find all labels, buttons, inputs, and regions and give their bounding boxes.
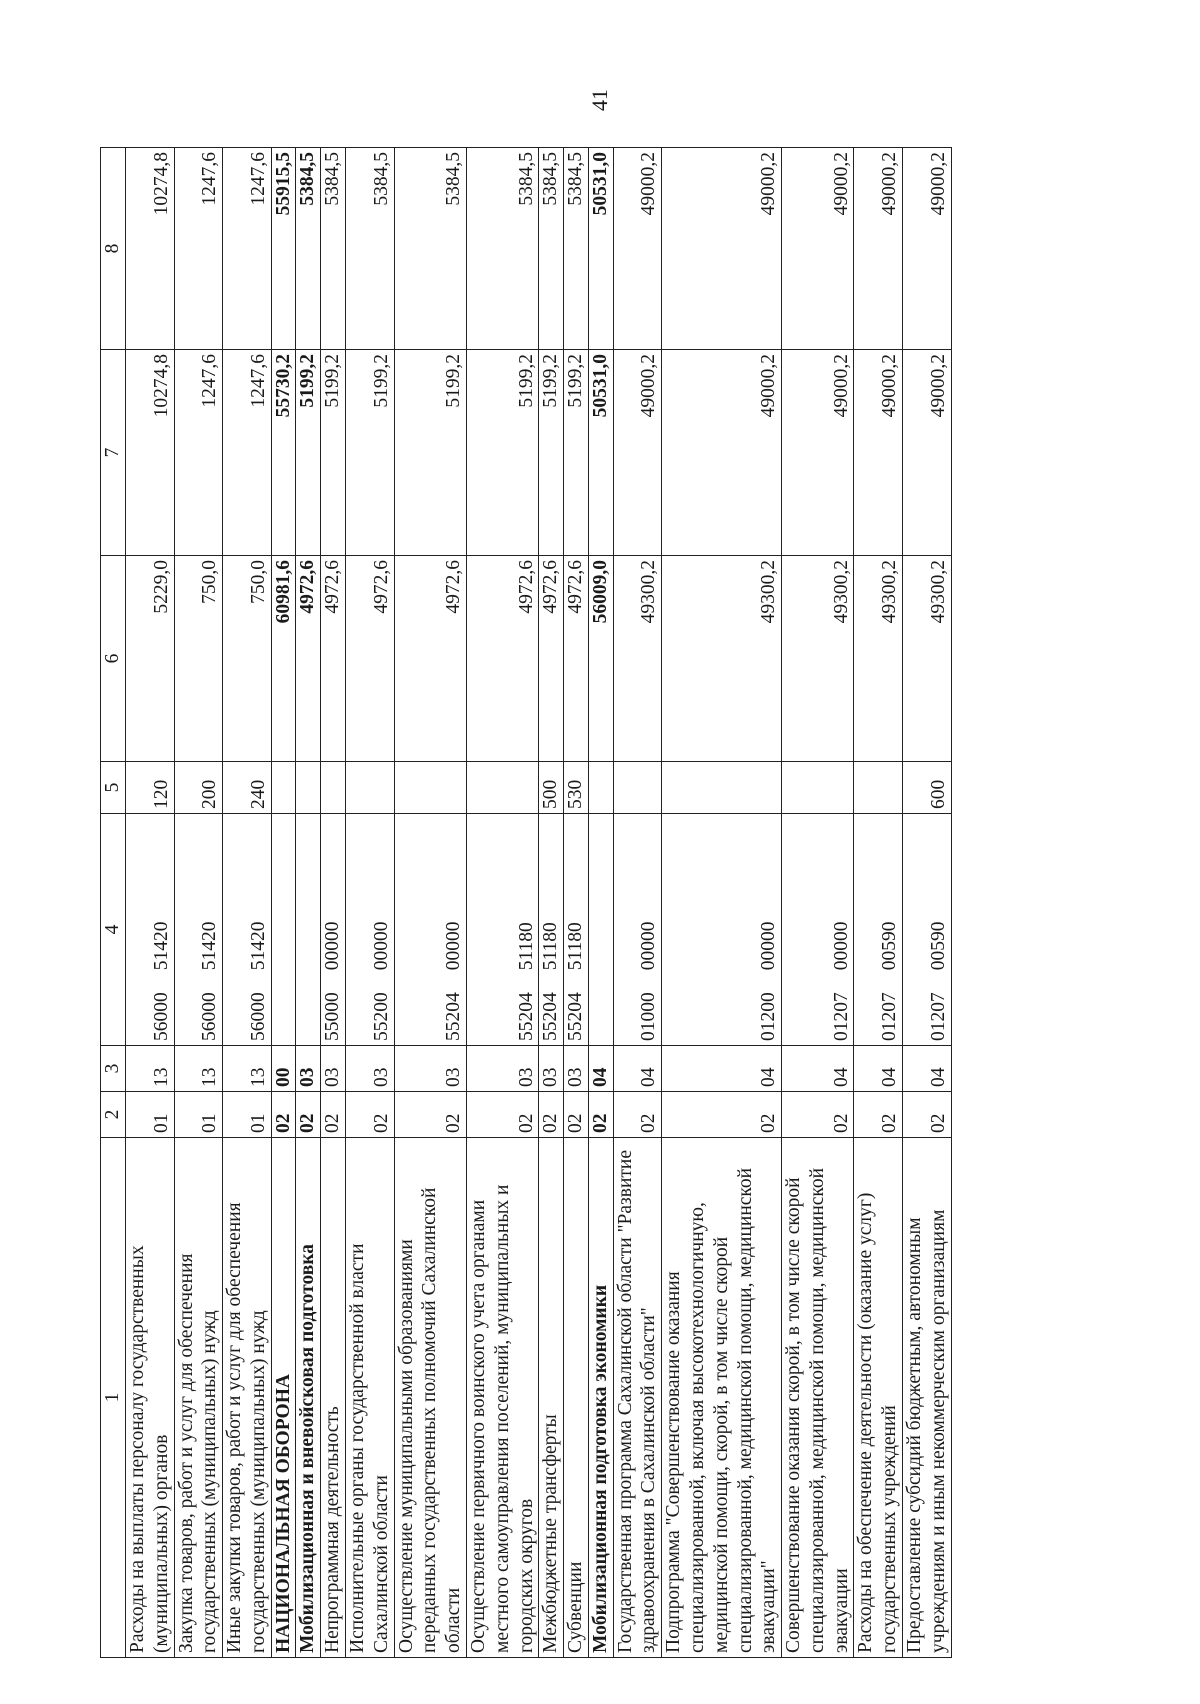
row-name-cell: Закупка товаров, работ и услуг для обеспечения государственных (муниципальных) нужд — [174, 1138, 223, 1658]
amount-col7-cell: 5199,2 — [564, 350, 589, 556]
table-row — [854, 148, 903, 1658]
target-article-direction-part: 51180 — [540, 922, 562, 971]
section-code-cell: 02 — [321, 1092, 346, 1138]
target-article-program-part: 55000 — [322, 992, 344, 1041]
target-article-program-part: 01200 — [758, 992, 780, 1041]
amount-col6-cell: 49300,2 — [613, 556, 662, 762]
section-code-cell: 02 — [271, 1092, 296, 1138]
amount-col8-cell: 5384,5 — [539, 148, 564, 350]
table-row — [539, 148, 564, 1658]
expense-type-cell: 530 — [564, 762, 589, 814]
row-name-cell: Осуществление первичного воинского учета органами местного самоуправления поселений, муниципальных и городских округов — [466, 1138, 538, 1658]
subsection-code-cell: 04 — [782, 1046, 854, 1092]
section-code-cell: 02 — [539, 1092, 564, 1138]
expense-type-cell: 600 — [903, 762, 952, 814]
target-article-direction-part: 00000 — [758, 921, 780, 971]
row-name-cell: Осуществление муниципальными образованиями переданных государственных полномочий Сахалинской области — [394, 1138, 466, 1658]
section-code-cell: 01 — [126, 1092, 175, 1138]
amount-col6-cell: 4972,6 — [466, 556, 538, 762]
target-article-program-part: 01207 — [879, 992, 901, 1041]
expense-type-cell — [588, 762, 613, 814]
section-code-cell: 02 — [346, 1092, 395, 1138]
table-row — [321, 148, 346, 1658]
amount-col7-cell: 1247,6 — [174, 350, 223, 556]
expense-type-cell — [466, 762, 538, 814]
section-code-cell: 02 — [613, 1092, 662, 1138]
amount-col6-cell: 4972,6 — [564, 556, 589, 762]
target-article-cell — [539, 814, 564, 1046]
amount-col8-cell: 5384,5 — [394, 148, 466, 350]
amount-col7-cell: 1247,6 — [223, 350, 272, 556]
target-article-cell — [223, 814, 272, 1046]
target-article-direction-part: 00590 — [927, 921, 949, 971]
section-code-cell: 02 — [588, 1092, 613, 1138]
target-article-direction-part: 51180 — [515, 922, 537, 971]
target-article-program-part: 56000 — [247, 992, 269, 1041]
amount-col8-cell: 49000,2 — [782, 148, 854, 350]
amount-col6-cell: 750,0 — [174, 556, 223, 762]
target-article-cell — [466, 814, 538, 1046]
amount-col8-cell: 5384,5 — [296, 148, 321, 350]
subsection-code-cell: 03 — [321, 1046, 346, 1092]
row-name-cell: Предоставление субсидий бюджетным, автономным учреждениям и иным некоммерческим организациям — [903, 1138, 952, 1658]
target-article-program-part: 55204 — [443, 992, 465, 1041]
target-article-program-part: 01207 — [830, 992, 852, 1041]
table-row — [223, 148, 272, 1658]
subsection-code-cell: 03 — [296, 1046, 321, 1092]
subsection-code-cell: 03 — [394, 1046, 466, 1092]
col-header-3: 3 — [101, 1046, 126, 1092]
subsection-code-cell: 13 — [174, 1046, 223, 1092]
section-code-cell: 01 — [174, 1092, 223, 1138]
amount-col6-cell: 4972,6 — [394, 556, 466, 762]
section-code-cell: 02 — [662, 1092, 782, 1138]
amount-col7-cell: 5199,2 — [346, 350, 395, 556]
target-article-direction-part: 00000 — [638, 921, 660, 971]
table-row — [346, 148, 395, 1658]
table-row — [662, 148, 782, 1658]
table-row — [782, 148, 854, 1658]
col-header-8: 8 — [101, 148, 126, 350]
row-name-cell: Исполнительные органы государственной власти Сахалинской области — [346, 1138, 395, 1658]
amount-col6-cell: 49300,2 — [854, 556, 903, 762]
target-article-cell — [854, 814, 903, 1046]
section-code-cell: 02 — [903, 1092, 952, 1138]
target-article-cell — [662, 814, 782, 1046]
amount-col6-cell: 4972,6 — [321, 556, 346, 762]
table-row — [564, 148, 589, 1658]
table-row — [588, 148, 613, 1658]
target-article-program-part: 56000 — [150, 992, 172, 1041]
target-article-program-part: 01000 — [638, 992, 660, 1041]
amount-col7-cell: 49000,2 — [854, 350, 903, 556]
target-article-cell — [126, 814, 175, 1046]
expense-type-cell — [346, 762, 395, 814]
target-article-direction-part: 51420 — [199, 921, 221, 971]
section-code-cell: 01 — [223, 1092, 272, 1138]
row-name-cell: Расходы на выплаты персоналу государственных (муниципальных) органов — [126, 1138, 175, 1658]
target-article-cell — [613, 814, 662, 1046]
table-row — [174, 148, 223, 1658]
amount-col8-cell: 50531,0 — [588, 148, 613, 350]
amount-col8-cell: 49000,2 — [662, 148, 782, 350]
table-row — [613, 148, 662, 1658]
target-article-program-part: 55204 — [540, 992, 562, 1041]
amount-col8-cell: 1247,6 — [223, 148, 272, 350]
expense-type-cell — [394, 762, 466, 814]
amount-col6-cell: 5229,0 — [126, 556, 175, 762]
col-header-5: 5 — [101, 762, 126, 814]
amount-col6-cell: 49300,2 — [782, 556, 854, 762]
col-header-1: 1 — [101, 1138, 126, 1658]
expense-type-cell — [271, 762, 296, 814]
target-article-cell — [394, 814, 466, 1046]
target-article-direction-part: 00000 — [322, 921, 344, 971]
amount-col8-cell: 5384,5 — [466, 148, 538, 350]
amount-col8-cell: 5384,5 — [346, 148, 395, 350]
amount-col7-cell: 49000,2 — [903, 350, 952, 556]
section-code-cell: 02 — [394, 1092, 466, 1138]
subsection-code-cell: 13 — [126, 1046, 175, 1092]
amount-col7-cell: 49000,2 — [782, 350, 854, 556]
target-article-program-part: 55204 — [515, 992, 537, 1041]
subsection-code-cell: 04 — [854, 1046, 903, 1092]
amount-col7-cell: 49000,2 — [662, 350, 782, 556]
target-article-program-part: 55204 — [565, 992, 587, 1041]
amount-col6-cell: 4972,6 — [296, 556, 321, 762]
table-row — [466, 148, 538, 1658]
section-code-cell: 02 — [854, 1092, 903, 1138]
section-code-cell: 02 — [296, 1092, 321, 1138]
amount-col6-cell: 750,0 — [223, 556, 272, 762]
row-name-cell: Совершенствование оказания скорой, в том числе скорой специализированной, медицинской помощи, медицинской эвакуации — [782, 1138, 854, 1658]
target-article-cell — [564, 814, 589, 1046]
target-article-direction-part: 00000 — [370, 921, 392, 971]
col-header-4: 4 — [101, 814, 126, 1046]
row-name-cell: Межбюджетные трансферты — [539, 1138, 564, 1658]
target-article-cell — [588, 814, 613, 1046]
target-article-direction-part: 51180 — [565, 922, 587, 971]
subsection-code-cell: 04 — [588, 1046, 613, 1092]
subsection-code-cell: 13 — [223, 1046, 272, 1092]
target-article-cell — [296, 814, 321, 1046]
subsection-code-cell: 03 — [539, 1046, 564, 1092]
budget-table — [100, 147, 952, 1658]
row-name-cell: Иные закупки товаров, работ и услуг для обеспечения государственных (муниципальных) нужд — [223, 1138, 272, 1658]
target-article-cell — [174, 814, 223, 1046]
row-name-cell: НАЦИОНАЛЬНАЯ ОБОРОНА — [271, 1138, 296, 1658]
column-number-row — [101, 148, 126, 1658]
table-body — [126, 148, 952, 1658]
amount-col7-cell: 5199,2 — [539, 350, 564, 556]
target-article-direction-part: 51420 — [247, 921, 269, 971]
target-article-cell — [346, 814, 395, 1046]
amount-col7-cell: 49000,2 — [613, 350, 662, 556]
expense-type-cell — [782, 762, 854, 814]
row-name-cell: Субвенции — [564, 1138, 589, 1658]
amount-col6-cell: 56009,0 — [588, 556, 613, 762]
section-code-cell: 02 — [782, 1092, 854, 1138]
target-article-cell — [903, 814, 952, 1046]
expense-type-cell — [854, 762, 903, 814]
amount-col8-cell: 55915,5 — [271, 148, 296, 350]
amount-col8-cell: 1247,6 — [174, 148, 223, 350]
subsection-code-cell: 03 — [564, 1046, 589, 1092]
target-article-direction-part: 00000 — [443, 921, 465, 971]
target-article-program-part: 01207 — [927, 992, 949, 1041]
amount-col6-cell: 49300,2 — [662, 556, 782, 762]
subsection-code-cell: 00 — [271, 1046, 296, 1092]
section-code-cell: 02 — [564, 1092, 589, 1138]
subsection-code-cell: 03 — [466, 1046, 538, 1092]
target-article-cell — [321, 814, 346, 1046]
table-row — [271, 148, 296, 1658]
amount-col7-cell: 5199,2 — [296, 350, 321, 556]
amount-col8-cell: 49000,2 — [854, 148, 903, 350]
amount-col7-cell: 10274,8 — [126, 350, 175, 556]
expense-type-cell: 240 — [223, 762, 272, 814]
subsection-code-cell: 03 — [346, 1046, 395, 1092]
amount-col7-cell: 50531,0 — [588, 350, 613, 556]
expense-type-cell: 500 — [539, 762, 564, 814]
amount-col8-cell: 49000,2 — [613, 148, 662, 350]
amount-col7-cell: 5199,2 — [394, 350, 466, 556]
amount-col6-cell: 49300,2 — [903, 556, 952, 762]
expense-type-cell — [321, 762, 346, 814]
amount-col6-cell: 4972,6 — [539, 556, 564, 762]
col-header-6: 6 — [101, 556, 126, 762]
subsection-code-cell: 04 — [662, 1046, 782, 1092]
amount-col7-cell: 5199,2 — [466, 350, 538, 556]
table-row — [903, 148, 952, 1658]
rotated-page — [100, 22, 1100, 1682]
subsection-code-cell: 04 — [903, 1046, 952, 1092]
amount-col8-cell: 5384,5 — [321, 148, 346, 350]
row-name-cell: Расходы на обеспечение деятельности (оказание услуг) государственных учреждений — [854, 1138, 903, 1658]
target-article-cell — [782, 814, 854, 1046]
amount-col8-cell: 10274,8 — [126, 148, 175, 350]
expense-type-cell — [296, 762, 321, 814]
table-row — [394, 148, 466, 1658]
target-article-direction-part: 00590 — [879, 921, 901, 971]
row-name-cell: Мобилизационная подготовка экономики — [588, 1138, 613, 1658]
table-row — [126, 148, 175, 1658]
amount-col8-cell: 5384,5 — [564, 148, 589, 350]
col-header-2: 2 — [101, 1092, 126, 1138]
row-name-cell: Непрограммная деятельность — [321, 1138, 346, 1658]
target-article-program-part: 56000 — [199, 992, 221, 1041]
expense-type-cell — [613, 762, 662, 814]
amount-col8-cell: 49000,2 — [903, 148, 952, 350]
target-article-direction-part: 00000 — [830, 921, 852, 971]
amount-col7-cell: 5199,2 — [321, 350, 346, 556]
expense-type-cell — [662, 762, 782, 814]
page-number: 41 — [587, 89, 612, 111]
row-name-cell: Подпрограмма "Совершенствование оказания специализированной, включая высокотехнологичную, медицинской помощи, скорой, в том числе скорой специализированной, медицинской помощи, медицинской эвакуации" — [662, 1138, 782, 1658]
row-name-cell: Государственная программа Сахалинской области "Развитие здравоохранения в Сахалинской области" — [613, 1138, 662, 1658]
amount-col6-cell: 4972,6 — [346, 556, 395, 762]
amount-col7-cell: 55730,2 — [271, 350, 296, 556]
target-article-program-part: 55200 — [370, 992, 392, 1041]
col-header-7: 7 — [101, 350, 126, 556]
amount-col6-cell: 60981,6 — [271, 556, 296, 762]
target-article-cell — [271, 814, 296, 1046]
target-article-direction-part: 51420 — [150, 921, 172, 971]
row-name-cell: Мобилизационная и вневойсковая подготовка — [296, 1138, 321, 1658]
section-code-cell: 02 — [466, 1092, 538, 1138]
expense-type-cell: 200 — [174, 762, 223, 814]
expense-type-cell: 120 — [126, 762, 175, 814]
table-row — [296, 148, 321, 1658]
subsection-code-cell: 04 — [613, 1046, 662, 1092]
